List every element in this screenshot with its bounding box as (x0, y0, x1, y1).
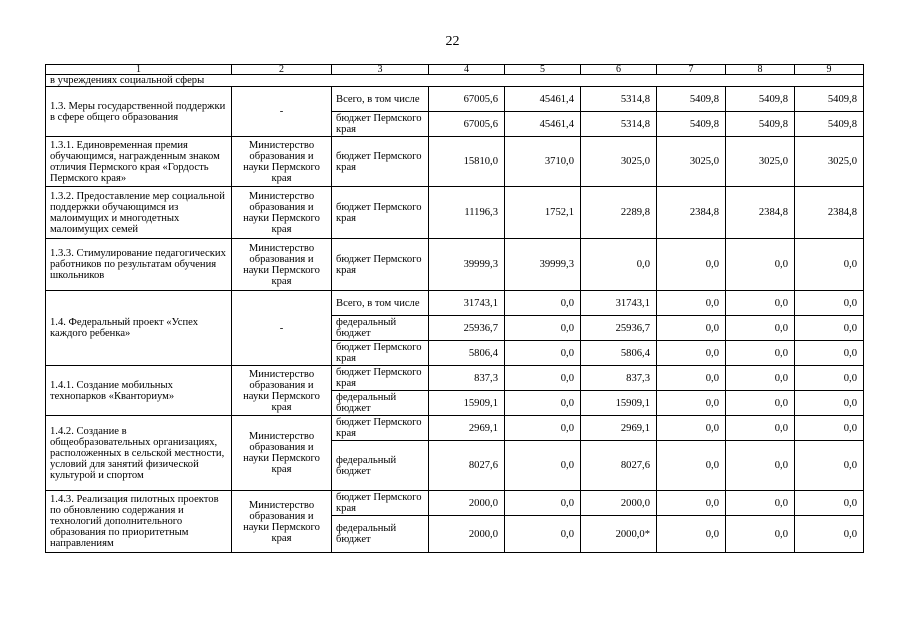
measure-name: 1.4.2. Создание в общеобразовательных организациях, расположенных в сельской местности, условий для занятий физической культурой и спортом (46, 416, 232, 491)
amount-cell: 3025,0 (657, 137, 726, 187)
table-row (46, 491, 864, 516)
amount-cell: 0,0 (726, 366, 795, 391)
amount-cell: 0,0 (726, 491, 795, 516)
amount-cell: 3025,0 (726, 137, 795, 187)
amount-cell: 0,0 (657, 416, 726, 441)
amount-cell: 0,0 (505, 366, 581, 391)
amount-cell: 39999,3 (429, 239, 505, 291)
amount-cell: 5409,8 (657, 87, 726, 112)
column-header-row (46, 65, 864, 75)
amount-cell: 25936,7 (429, 316, 505, 341)
amount-cell: 2384,8 (795, 187, 864, 239)
amount-cell: 0,0 (795, 291, 864, 316)
amount-cell: 0,0 (657, 391, 726, 416)
column-header: 1 (46, 65, 232, 75)
funding-source: Всего, в том числе (332, 87, 429, 112)
measure-name: 1.3.3. Стимулирование педагогических работников по результатам обучения школьников (46, 239, 232, 291)
amount-cell: 5409,8 (726, 87, 795, 112)
amount-cell: 2384,8 (726, 187, 795, 239)
amount-cell: 0,0 (726, 516, 795, 553)
amount-cell: 0,0 (505, 491, 581, 516)
amount-cell: 0,0 (795, 391, 864, 416)
amount-cell: 0,0 (505, 516, 581, 553)
funding-source: бюджет Пермского края (332, 239, 429, 291)
funding-source: федеральный бюджет (332, 516, 429, 553)
executor: Министерство образования и науки Пермского края (232, 137, 332, 187)
funding-source: бюджет Пермского края (332, 366, 429, 391)
amount-cell: 0,0 (726, 291, 795, 316)
page-number: 22 (445, 34, 460, 49)
amount-cell: 0,0 (581, 239, 657, 291)
amount-cell: 0,0 (505, 291, 581, 316)
amount-cell: 5409,8 (657, 112, 726, 137)
funding-source: федеральный бюджет (332, 391, 429, 416)
amount-cell: 0,0 (726, 316, 795, 341)
amount-cell: 5314,8 (581, 87, 657, 112)
column-header: 9 (795, 65, 864, 75)
table-row (46, 137, 864, 187)
amount-cell: 5409,8 (726, 112, 795, 137)
table-row (46, 187, 864, 239)
amount-cell: 8027,6 (581, 441, 657, 491)
amount-cell: 2969,1 (581, 416, 657, 441)
amount-cell: 3025,0 (795, 137, 864, 187)
table-row (46, 239, 864, 291)
amount-cell: 67005,6 (429, 112, 505, 137)
amount-cell: 39999,3 (505, 239, 581, 291)
amount-cell: 0,0 (505, 316, 581, 341)
amount-cell: 0,0 (657, 316, 726, 341)
measure-name: 1.4.1. Создание мобильных технопарков «Кванториум» (46, 366, 232, 416)
amount-cell: 0,0 (505, 441, 581, 491)
amount-cell: 15810,0 (429, 137, 505, 187)
amount-cell: 0,0 (795, 516, 864, 553)
funding-source: бюджет Пермского края (332, 491, 429, 516)
executor: - (232, 87, 332, 137)
funding-source: федеральный бюджет (332, 441, 429, 491)
funding-source: Всего, в том числе (332, 291, 429, 316)
amount-cell: 0,0 (657, 491, 726, 516)
amount-cell: 0,0 (795, 316, 864, 341)
amount-cell: 837,3 (429, 366, 505, 391)
amount-cell: 0,0 (795, 441, 864, 491)
amount-cell: 0,0 (657, 341, 726, 366)
amount-cell: 5409,8 (795, 87, 864, 112)
amount-cell: 31743,1 (581, 291, 657, 316)
amount-cell: 837,3 (581, 366, 657, 391)
amount-cell: 15909,1 (429, 391, 505, 416)
funding-source: бюджет Пермского края (332, 341, 429, 366)
measure-name: 1.4.3. Реализация пилотных проектов по обновлению содержания и технологий дополнительного образования по приоритетным направлениям (46, 491, 232, 553)
table-row (46, 291, 864, 316)
amount-cell: 0,0 (657, 366, 726, 391)
amount-cell: 2384,8 (657, 187, 726, 239)
executor: Министерство образования и науки Пермского края (232, 239, 332, 291)
table-row (46, 87, 864, 112)
measure-name: 1.3. Меры государственной поддержки в сфере общего образования (46, 87, 232, 137)
funding-source: бюджет Пермского края (332, 112, 429, 137)
amount-cell: 25936,7 (581, 316, 657, 341)
section-row (46, 75, 864, 87)
amount-cell: 2000,0 (429, 516, 505, 553)
amount-cell: 2969,1 (429, 416, 505, 441)
amount-cell: 0,0 (657, 239, 726, 291)
amount-cell: 11196,3 (429, 187, 505, 239)
amount-cell: 5314,8 (581, 112, 657, 137)
table-row (46, 416, 864, 441)
column-header: 6 (581, 65, 657, 75)
amount-cell: 3710,0 (505, 137, 581, 187)
amount-cell: 1752,1 (505, 187, 581, 239)
amount-cell: 0,0 (657, 291, 726, 316)
amount-cell: 0,0 (795, 416, 864, 441)
amount-cell: 0,0 (795, 341, 864, 366)
amount-cell: 0,0 (726, 341, 795, 366)
measure-name: 1.3.1. Единовременная премия обучающимся, награжденным знаком отличия Пермского края «Гордость Пермского края» (46, 137, 232, 187)
amount-cell: 0,0 (505, 416, 581, 441)
amount-cell: 8027,6 (429, 441, 505, 491)
amount-cell: 0,0 (657, 441, 726, 491)
amount-cell: 45461,4 (505, 87, 581, 112)
measure-name: 1.4. Федеральный проект «Успех каждого ребенка» (46, 291, 232, 366)
executor: Министерство образования и науки Пермского края (232, 491, 332, 553)
amount-cell: 2000,0* (581, 516, 657, 553)
executor: Министерство образования и науки Пермского края (232, 366, 332, 416)
funding-source: бюджет Пермского края (332, 137, 429, 187)
executor: - (232, 291, 332, 366)
column-header: 5 (505, 65, 581, 75)
amount-cell: 45461,4 (505, 112, 581, 137)
amount-cell: 2000,0 (581, 491, 657, 516)
amount-cell: 0,0 (726, 391, 795, 416)
amount-cell: 2289,8 (581, 187, 657, 239)
funding-source: бюджет Пермского края (332, 187, 429, 239)
column-header: 2 (232, 65, 332, 75)
amount-cell: 0,0 (726, 441, 795, 491)
budget-table (45, 64, 864, 553)
funding-source: бюджет Пермского края (332, 416, 429, 441)
measure-name: 1.3.2. Предоставление мер социальной поддержки обучающимся из малоимущих и многодетных малоимущих семей (46, 187, 232, 239)
section-label: в учреждениях социальной сферы (46, 75, 864, 87)
column-header: 7 (657, 65, 726, 75)
column-header: 4 (429, 65, 505, 75)
column-header: 8 (726, 65, 795, 75)
amount-cell: 0,0 (505, 391, 581, 416)
column-header: 3 (332, 65, 429, 75)
amount-cell: 15909,1 (581, 391, 657, 416)
amount-cell: 0,0 (505, 341, 581, 366)
amount-cell: 5806,4 (581, 341, 657, 366)
executor: Министерство образования и науки Пермского края (232, 416, 332, 491)
amount-cell: 5806,4 (429, 341, 505, 366)
funding-source: федеральный бюджет (332, 316, 429, 341)
amount-cell: 31743,1 (429, 291, 505, 316)
amount-cell: 0,0 (795, 239, 864, 291)
table-row (46, 366, 864, 391)
amount-cell: 0,0 (795, 366, 864, 391)
executor: Министерство образования и науки Пермского края (232, 187, 332, 239)
amount-cell: 0,0 (726, 416, 795, 441)
amount-cell: 0,0 (726, 239, 795, 291)
amount-cell: 2000,0 (429, 491, 505, 516)
amount-cell: 3025,0 (581, 137, 657, 187)
amount-cell: 67005,6 (429, 87, 505, 112)
amount-cell: 5409,8 (795, 112, 864, 137)
amount-cell: 0,0 (657, 516, 726, 553)
amount-cell: 0,0 (795, 491, 864, 516)
